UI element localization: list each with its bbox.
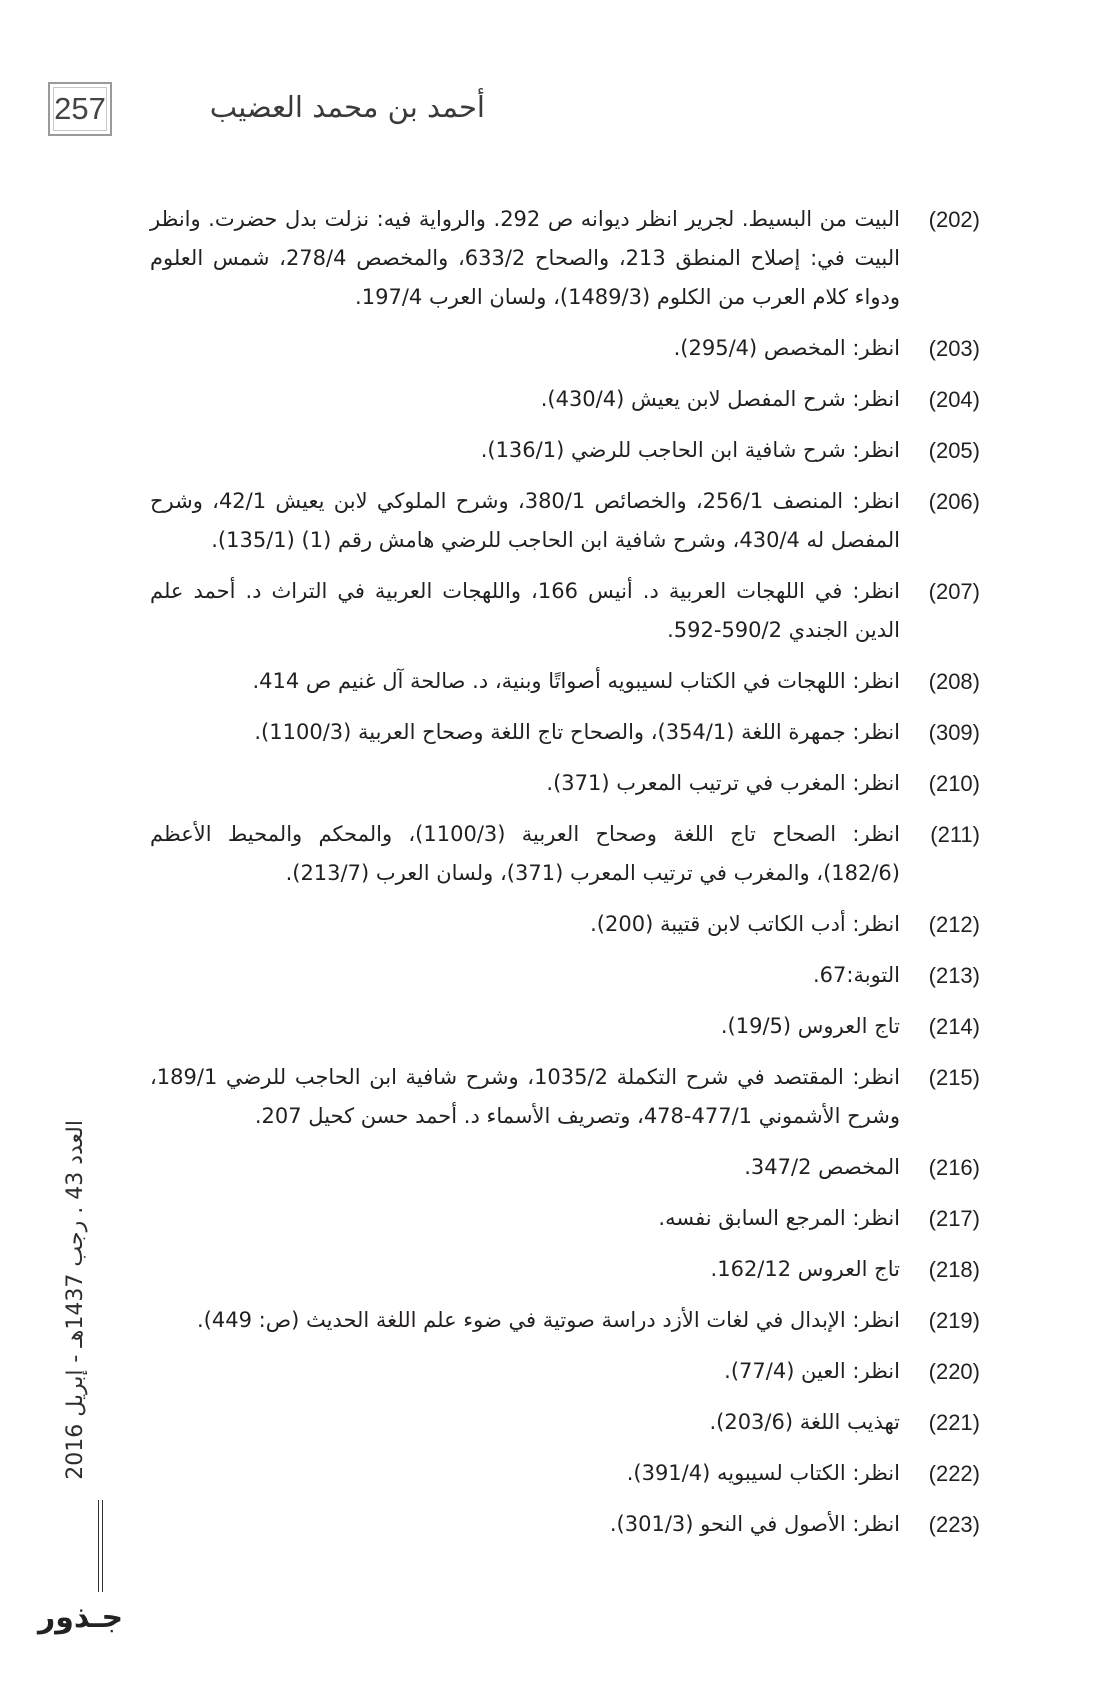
footnote-text: تهذيب اللغة (203/6).	[709, 1410, 900, 1434]
sidebar-divider	[98, 1500, 103, 1592]
footnote-text: انظر: المغرب في ترتيب المعرب (371).	[546, 771, 900, 795]
journal-logo: جـذور	[38, 1600, 124, 1635]
footnote	[150, 1505, 980, 1544]
footnote-number: (208)	[928, 669, 980, 694]
footnote	[150, 1454, 980, 1493]
footnote	[150, 329, 980, 368]
footnote-text: انظر: الكتاب لسيبويه (391/4).	[626, 1461, 900, 1485]
footnote-number: (214)	[928, 1014, 980, 1039]
footnote	[150, 1199, 980, 1238]
footnote-number: (220)	[928, 1359, 980, 1384]
footnote	[150, 380, 980, 419]
footnote-text: تاج العروس 162/12.	[710, 1257, 900, 1281]
footnote-number: (222)	[928, 1461, 980, 1486]
footnote	[150, 1403, 980, 1442]
footnote	[150, 662, 980, 701]
footnote-text: انظر: في اللهجات العربية د. أنيس 166، واللهجات العربية في التراث د. أحمد علم الدين الجندي 590/2-592.	[150, 579, 900, 642]
footnote-text: انظر: المنصف 256/1، والخصائص 380/1، وشرح الملوكي لابن يعيش 42/1، وشرح المفصل له 430/4، وشرح شافية ابن الحاجب للرضي هامش رقم (1) (135/1).	[150, 489, 900, 552]
footnote-number: (218)	[928, 1257, 980, 1282]
footnote	[150, 713, 980, 752]
footnote-text: تاج العروس (19/5).	[720, 1014, 900, 1038]
footnote	[150, 1301, 980, 1340]
footnote	[150, 200, 980, 317]
footnote	[150, 1058, 980, 1136]
footnote-number: (207)	[928, 579, 980, 604]
footnote	[150, 572, 980, 650]
page-number: 257	[48, 82, 112, 136]
footnote-text: البيت من البسيط. لجرير انظر ديوانه ص 292. والرواية فيه: نزلت بدل حضرت. وانظر البيت في: إصلاح المنطق 213، والصحاح 633/2، والمخصص 278/4، شمس العلوم ودواء كلام العرب من الكلوم (1489/3)، ولسان العرب 197/4.	[150, 207, 900, 309]
footnote	[150, 764, 980, 803]
issue-info: العدد 43 . رجب 1437هـ - إبريل 2016	[63, 1120, 88, 1480]
footnote-text: انظر: اللهجات في الكتاب لسيبويه أصواتًا وبنية، د. صالحة آل غنيم ص 414.	[252, 669, 900, 693]
footnote	[150, 956, 980, 995]
footnote	[150, 905, 980, 944]
footnote-number: (206)	[928, 489, 980, 514]
footnote-text: انظر: أدب الكاتب لابن قتيبة (200).	[590, 912, 900, 936]
footnote-number: (223)	[928, 1512, 980, 1537]
footnote-text: انظر: جمهرة اللغة (354/1)، والصحاح تاج اللغة وصحاح العربية (1100/3).	[254, 720, 900, 744]
footnote-number: (216)	[928, 1155, 980, 1180]
footnote-number: (204)	[928, 387, 980, 412]
footnotes-list	[150, 200, 980, 1556]
footnote-number: (212)	[928, 912, 980, 937]
footnote-number: (309)	[928, 720, 980, 745]
footnote-number: (213)	[928, 963, 980, 988]
footnote	[150, 1352, 980, 1391]
footnote-number: (211)	[930, 822, 980, 847]
footnote-text: انظر: شرح شافية ابن الحاجب للرضي (136/1).	[480, 438, 900, 462]
footnote-text: انظر: المخصص (295/4).	[673, 336, 900, 360]
footnote-number: (210)	[928, 771, 980, 796]
footnote-text: انظر: شرح المفصل لابن يعيش (430/4).	[540, 387, 900, 411]
footnote-number: (215)	[928, 1065, 980, 1090]
footnote-number: (205)	[928, 438, 980, 463]
footnote-number: (217)	[928, 1206, 980, 1231]
footnote-text: انظر: الإبدال في لغات الأزد دراسة صوتية في ضوء علم اللغة الحديث (ص: 449).	[197, 1308, 900, 1332]
footnote-number: (219)	[928, 1308, 980, 1333]
footnote-text: التوبة:67.	[812, 963, 900, 987]
footnote-number: (203)	[928, 336, 980, 361]
footnote-text: انظر: المرجع السابق نفسه.	[658, 1206, 900, 1230]
footnote-text: انظر: المقتصد في شرح التكملة 1035/2، وشرح شافية ابن الحاجب للرضي 189/1، وشرح الأشموني 477/1-478، وتصريف الأسماء د. أحمد حسن كحيل 207.	[150, 1065, 900, 1128]
footnote	[150, 1148, 980, 1187]
author-name: أحمد بن محمد العضيب	[209, 90, 485, 124]
footnote	[150, 1007, 980, 1046]
footnote-text: المخصص 347/2.	[744, 1155, 900, 1179]
footnote-number: (221)	[928, 1410, 980, 1435]
footnote-number: (202)	[928, 207, 980, 232]
footnote	[150, 1250, 980, 1289]
footnote-text: انظر: الأصول في النحو (301/3).	[609, 1512, 900, 1536]
footnote	[150, 815, 980, 893]
footnote-text: انظر: العين (77/4).	[724, 1359, 900, 1383]
footnote-text: انظر: الصحاح تاج اللغة وصحاح العربية (1100/3)، والمحكم والمحيط الأعظم (182/6)، والمغرب في ترتيب المعرب (371)، ولسان العرب (213/7).	[150, 822, 901, 885]
footnote	[150, 431, 980, 470]
footnote	[150, 482, 980, 560]
